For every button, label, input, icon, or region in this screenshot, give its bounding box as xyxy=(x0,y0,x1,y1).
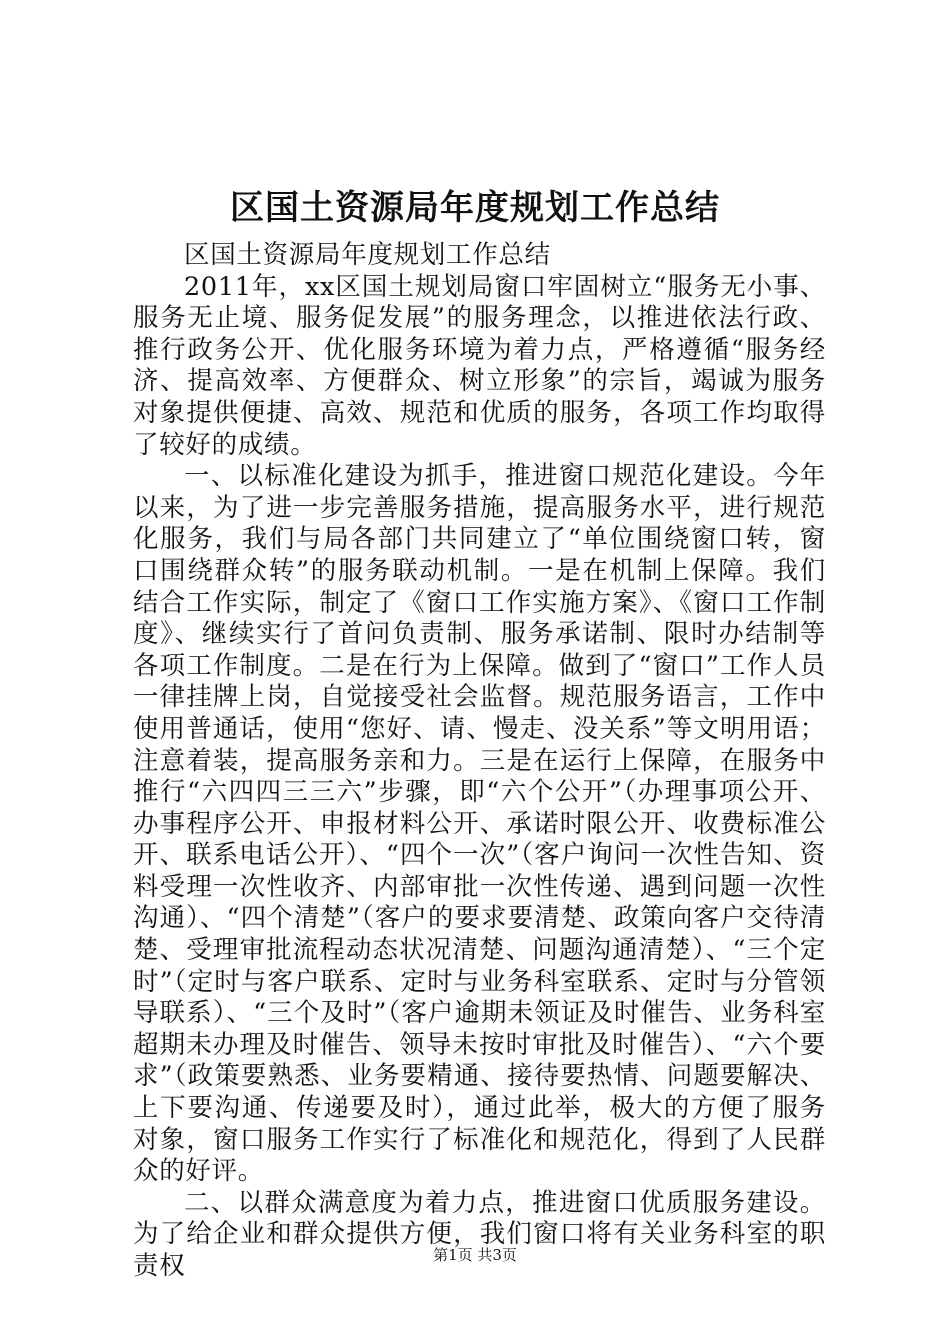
page-footer: 第1页 共3页 xyxy=(433,1246,517,1264)
document-title: 区国土资源局年度规划工作总结 xyxy=(230,188,720,228)
paragraph-section-2: 二、以群众满意度为着力点，推进窗口优质服务建设。为了给企业和群众提供方便，我们窗口将有关业务科室的职责权 xyxy=(133,1187,826,1281)
paragraph-subtitle: 区国土资源局年度规划工作总结 xyxy=(184,240,551,270)
paragraph-intro: 2011年，xx区国土规划局窗口牢固树立“服务无小事、服务无止境、服务促发展”的服务理念，以推进依法行政、推行政务公开、优化服务环境为着力点，严格遵循“服务经济、提高效率、方便群众、树立形象”的宗旨，竭诚为服务对象提供便捷、高效、规范和优质的服务，各项工作均取得了较好的成绩。 xyxy=(133,271,826,460)
document-body xyxy=(133,240,826,1283)
paragraph-section-1: 一、以标准化建设为抓手，推进窗口规范化建设。今年以来，为了进一步完善服务措施，提高服务水平，进行规范化服务，我们与局各部门共同建立了“单位围绕窗口转，窗口围绕群众转”的服务联动机制。一是在机制上保障。我们结合工作实际，制定了《窗口工作实施方案》、《窗口工作制度》、继续实行了首问负责制、服务承诺制、限时办结制等各项工作制度。二是在行为上保障。做到了“窗口”工作人员一律挂牌上岗，自觉接受社会监督。规范服务语言，工作中使用普通话，使用“您好、请、慢走、没关系”等文明用语；注意着装，提高服务亲和力。三是在运行上保障，在服务中推行“六四四三三六”步骤，即“六个公开”（办理事项公开、办事程序公开、申报材料公开、承诺时限公开、收费标准公开、联系电话公开）、“四个一次”（客户询问一次性告知、资料受理一次性收齐、内部审批一次性传递、遇到问题一次性沟通）、“四个清楚”（客户的要求要清楚、政策向客户交待清楚、受理审批流程动态状况清楚、问题沟通清楚）、“三个定时”（定时与客户联系、定时与业务科室联系、定时与分管领导联系）、“三个及时”（客户逾期未领证及时催告、业务科室超期未办理及时催告、领导未按时审批及时催告）、“六个要求”（政策要熟悉、业务要精通、接待要热情、问题要解决、上下要沟通、传递要及时），通过此举，极大的方便了服务对象，窗口服务工作实行了标准化和规范化，得到了人民群众的好评。 xyxy=(133,461,826,1187)
